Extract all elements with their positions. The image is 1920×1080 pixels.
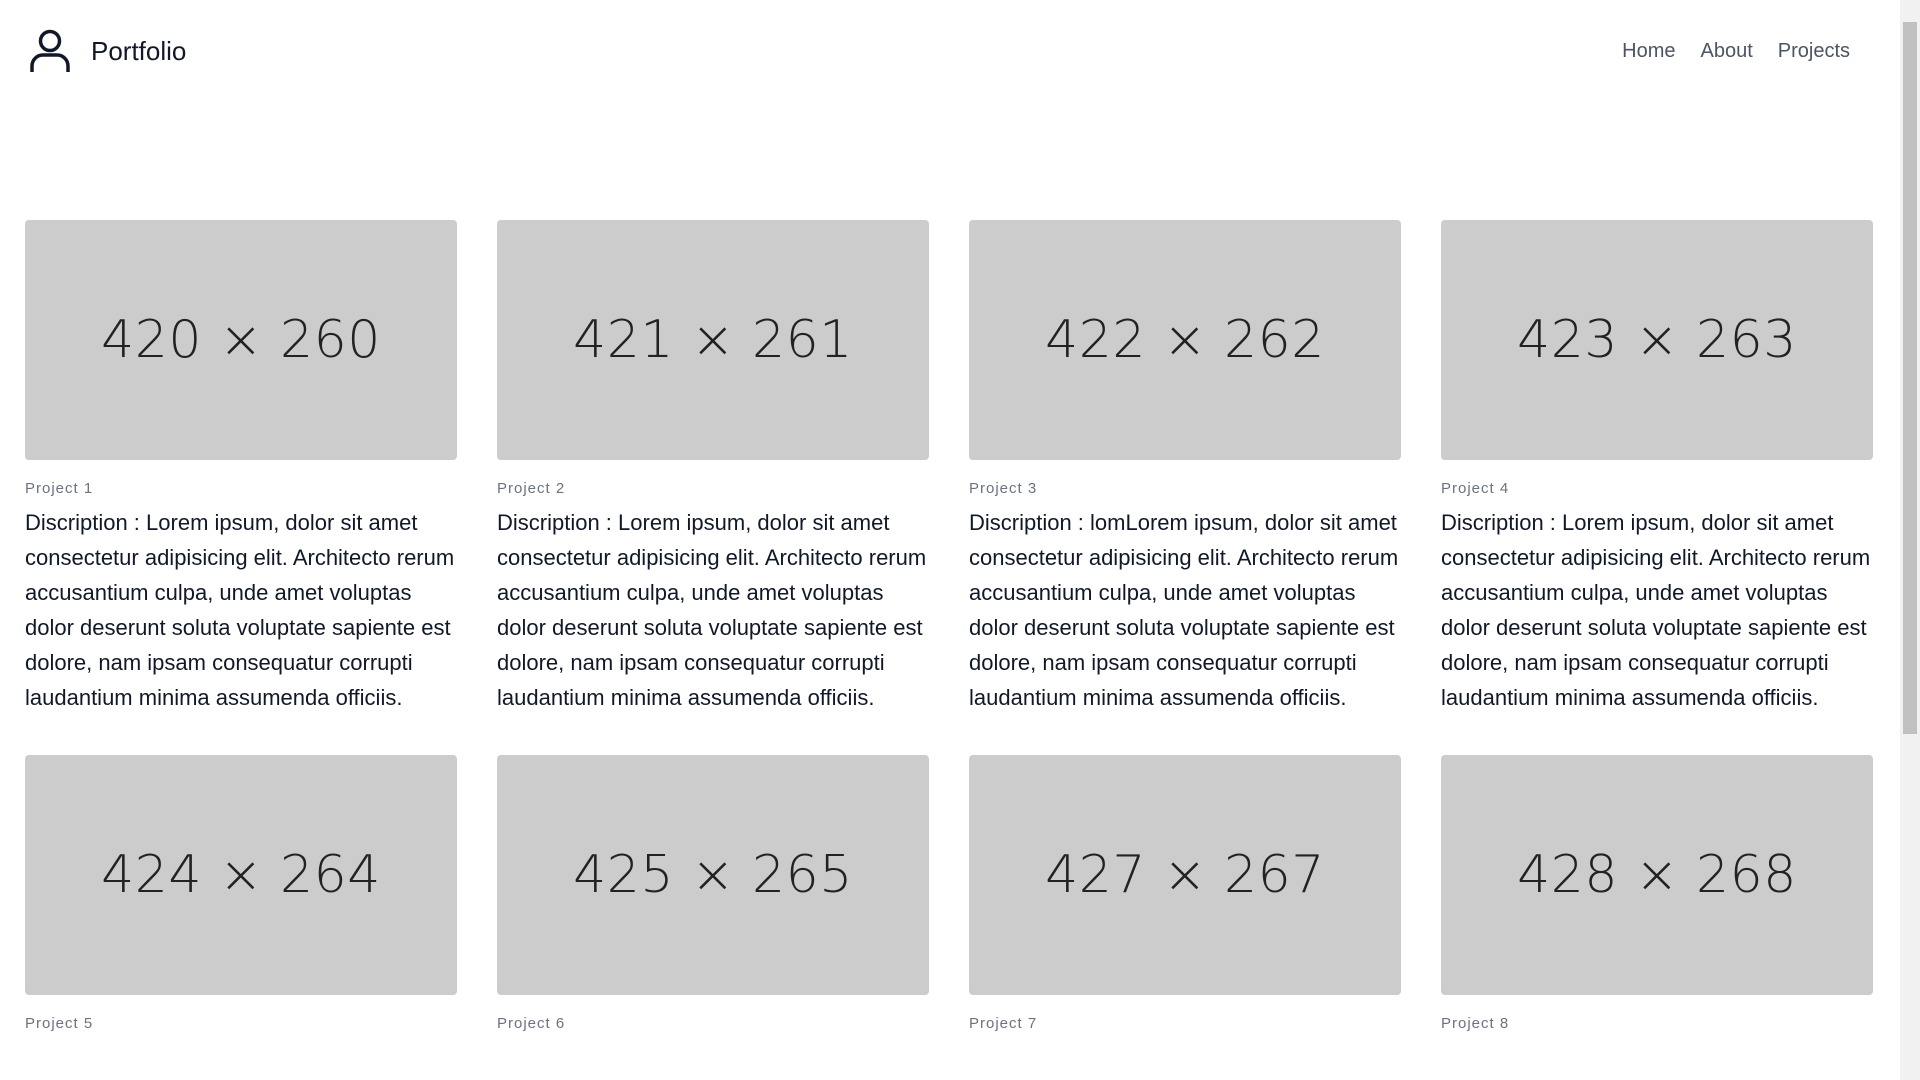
brand-title: Portfolio xyxy=(91,35,187,66)
project-label: Project 1 xyxy=(25,480,94,497)
vertical-scrollbar[interactable] xyxy=(1900,0,1920,1080)
project-description: Discription : lomLorem ipsum, dolor sit amet consectetur adipisicing elit. Architecto rerum accusantium culpa, unde amet voluptas dolor deserunt soluta voluptate sapiente est dolore, nam ipsam consequatur corrupti laudantium minima assumenda officiis. xyxy=(969,510,1399,710)
project-description: Discription : Lorem ipsum, dolor sit amet consectetur adipisicing elit. Architecto rerum accusantium culpa, unde amet voluptas dolor deserunt soluta voluptate sapiente est dolore, nam ipsam consequatur corrupti laudantium minima assumenda officiis. xyxy=(1441,510,1871,710)
project-card[interactable] xyxy=(1441,755,1873,1032)
project-card[interactable] xyxy=(497,755,929,1032)
project-label: Project 3 xyxy=(969,480,1038,497)
nav-link-home[interactable]: Home xyxy=(1622,39,1676,62)
site-header xyxy=(0,0,1900,102)
brand[interactable] xyxy=(25,26,186,76)
project-card[interactable] xyxy=(25,755,457,1032)
project-description: Discription : Lorem ipsum, dolor sit amet consectetur adipisicing elit. Architecto rerum accusantium culpa, unde amet voluptas dolor deserunt soluta voluptate sapiente est dolore, nam ipsam consequatur corrupti laudantium minima assumenda officiis. xyxy=(497,510,927,710)
nav-link-about[interactable]: About xyxy=(1700,39,1753,62)
project-card[interactable] xyxy=(25,220,457,715)
project-thumbnail[interactable]: 421 × 261 xyxy=(497,220,929,460)
project-label: Project 8 xyxy=(1441,1015,1510,1032)
nav-link-projects[interactable]: Projects xyxy=(1777,39,1850,62)
project-label: Project 4 xyxy=(1441,480,1510,497)
project-description: Discription : Lorem ipsum, dolor sit amet consectetur adipisicing elit. Architecto rerum accusantium culpa, unde amet voluptas dolor deserunt soluta voluptate sapiente est dolore, nam ipsam consequatur corrupti laudantium minima assumenda officiis. xyxy=(25,510,455,710)
user-icon xyxy=(25,26,75,76)
scrollbar-thumb[interactable] xyxy=(1903,22,1917,734)
project-thumbnail[interactable]: 424 × 264 xyxy=(25,755,457,995)
main-nav xyxy=(1622,40,1850,63)
project-card[interactable] xyxy=(969,220,1401,715)
project-thumbnail[interactable]: 425 × 265 xyxy=(497,755,929,995)
project-thumbnail[interactable]: 420 × 260 xyxy=(25,220,457,460)
project-label: Project 6 xyxy=(497,1015,566,1032)
project-thumbnail[interactable]: 428 × 268 xyxy=(1441,755,1873,995)
project-card[interactable] xyxy=(497,220,929,715)
project-label: Project 7 xyxy=(969,1015,1038,1032)
project-label: Project 5 xyxy=(25,1015,94,1032)
project-thumbnail[interactable]: 422 × 262 xyxy=(969,220,1401,460)
project-card[interactable] xyxy=(969,755,1401,1032)
project-thumbnail[interactable]: 427 × 267 xyxy=(969,755,1401,995)
project-label: Project 2 xyxy=(497,480,566,497)
project-card[interactable] xyxy=(1441,220,1873,715)
project-thumbnail[interactable]: 423 × 263 xyxy=(1441,220,1873,460)
projects-grid xyxy=(25,220,1874,1032)
